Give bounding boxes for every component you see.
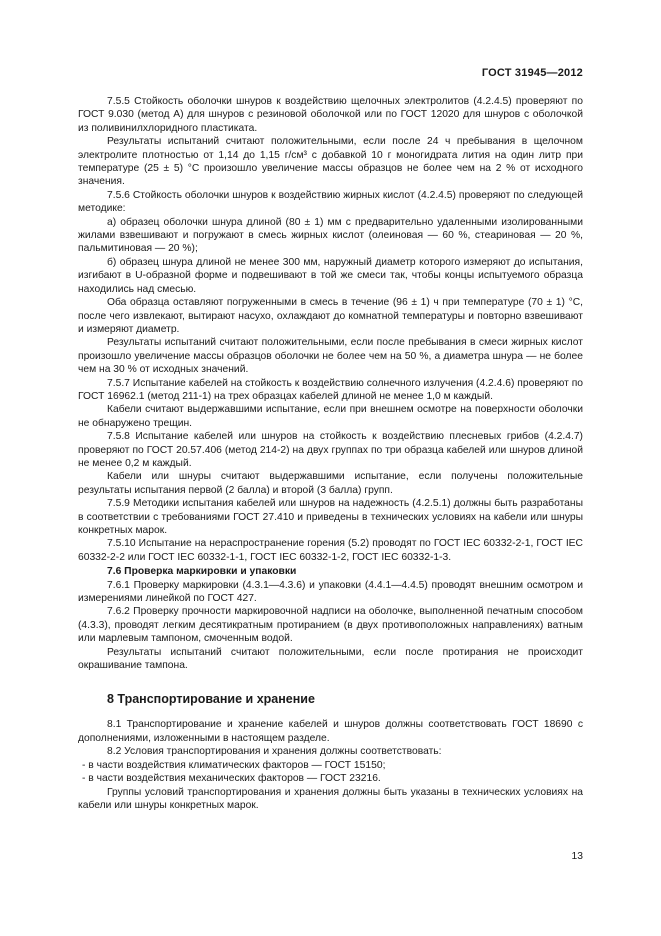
paragraph-7-5-7: 7.5.7 Испытание кабелей на стойкость к воздействию солнечного излучения (4.2.4.6) проверяют по ГОСТ 16962.1 (метод 211-1) на трех образцах кабелей длиной не менее 1,0 м каждый. — [78, 377, 583, 402]
list-item-mechanical: - в части воздействия механических факторов — ГОСТ 23216. — [82, 773, 381, 785]
page-content — [78, 95, 583, 812]
paragraph-7-5-5-result: Результаты испытаний считают положительными, если после 24 ч пребывания в щелочном электролите плотностью от 1,14 до 1,15 г/см³ с добавкой 10 г моногидрата лития на один литр при температуре (25 ± 5) °С произошло увеличение массы образцов не более чем на 2 % от исходного значения. — [78, 136, 583, 188]
paragraph-7-5-6: 7.5.6 Стойкость оболочки шнуров к воздействию жирных кислот (4.2.4.5) проверяют по следующей методике: — [78, 189, 583, 215]
list-item-climatic: - в части воздействия климатических факторов — ГОСТ 15150; — [82, 759, 386, 771]
paragraph-7-5-6-result: Результаты испытаний считают положительными, если после пребывания в смеси жирных кислот произошло увеличение массы образцов оболочки не более чем на 50 %, а диаметра шнура — не более чем на 30 % от исходных значений. — [78, 337, 583, 376]
paragraph-7-5-6-b: б) образец шнура длиной не менее 300 мм, наружный диаметр которого измеряют до испытания, изгибают в U-образной форме и подвешивают в той же смеси так, чтобы концы испытуемого образца находились над смесью. — [78, 256, 583, 295]
subsection-heading-7-6: 7.6 Проверка маркировки и упаковки — [107, 566, 297, 578]
paragraph-7-5-7-result: Кабели считают выдержавшими испытание, если при внешнем осмотре на поверхности оболочки не обнаружено трещин. — [78, 404, 583, 429]
paragraph-8-groups: Группы условий транспортирования и хранения должны быть указаны в технических условиях на кабели или шнуры конкретных марок. — [78, 786, 583, 811]
paragraph-7-6-2: 7.6.2 Проверку прочности маркировочной надписи на оболочке, выполненной печатным способом (4.3.3), проводят легким десятикратным протиранием (в двух противоположных направлениях) ватным или марлевым тампоном, смоченным водой. — [78, 606, 583, 645]
paragraph-7-5-6-both: Оба образца оставляют погруженными в смесь в течение (96 ± 1) ч при температуре (70 ± 1) °С, после чего извлекают, вытирают насухо, охлаждают до комнатной температуры и повторно взвешивают и измеряют диаметр. — [78, 297, 583, 335]
paragraph-7-5-9: 7.5.9 Методики испытания кабелей или шнуров на надежность (4.2.5.1) должны быть разработаны в соответствии с требованиями ГОСТ 27.410 и приведены в технических условиях на кабели или шнуры конкретных марок. — [78, 498, 583, 536]
paragraph-7-5-8: 7.5.8 Испытание кабелей или шнуров на стойкость к воздействию плесневых грибов (4.2.4.7) проверяют по ГОСТ 20.57.406 (метод 214-2) на двух группах по три образца кабелей или шнуров длиной не менее 0,2 м каждый. — [78, 431, 583, 469]
page-number: 13 — [571, 851, 583, 862]
paragraph-8-1: 8.1 Транспортирование и хранение кабелей и шнуров должны соответствовать ГОСТ 18690 с дополнениями, изложенными в настоящем разделе. — [78, 719, 583, 744]
paragraph-7-5-8-result: Кабели или шнуры считают выдержавшими испытание, если получены положительные результаты испытания первой (2 балла) и второй (3 балла) групп. — [78, 471, 583, 496]
paragraph-7-6-1: 7.6.1 Проверку маркировки (4.3.1—4.3.6) и упаковки (4.4.1—4.4.5) проводят внешним осмотром и измерениями линейкой по ГОСТ 427. — [78, 579, 583, 605]
paragraph-8-2: 8.2 Условия транспортирования и хранения должны соответствовать: — [107, 746, 442, 758]
paragraph-7-5-5: 7.5.5 Стойкость оболочки шнуров к воздействию щелочных электролитов (4.2.4.5) проверяют по ГОСТ 9.030 (метод А) для шнуров с резиновой оболочкой или по ГОСТ 12020 для шнуров с оболочкой из поливинилхлоридного пластиката. — [78, 96, 583, 134]
paragraph-7-5-10: 7.5.10 Испытание на нераспространение горения (5.2) проводят по ГОСТ IEC 60332-2-1, ГОСТ IEC 60332-2-2 или ГОСТ IEC 60332-1-1, ГОСТ IEC 60332-1-2, ГОСТ IEC 60332-1-3. — [78, 538, 583, 563]
paragraph-7-6-2-result: Результаты испытаний считают положительными, если после протирания не происходит окрашивание тампона. — [78, 646, 583, 672]
section-heading-8: 8 Транспортирование и хранение — [107, 692, 315, 707]
paragraph-7-5-6-a: а) образец оболочки шнура длиной (80 ± 1) мм с предварительно удаленными изолированными жилами взвешивают и погружают в смесь жирных кислот (олеиновая — 60 %, стеариновая — 20 %, пальмитиновая — 20 %); — [78, 216, 583, 255]
document-code-header: ГОСТ 31945—2012 — [481, 67, 583, 79]
